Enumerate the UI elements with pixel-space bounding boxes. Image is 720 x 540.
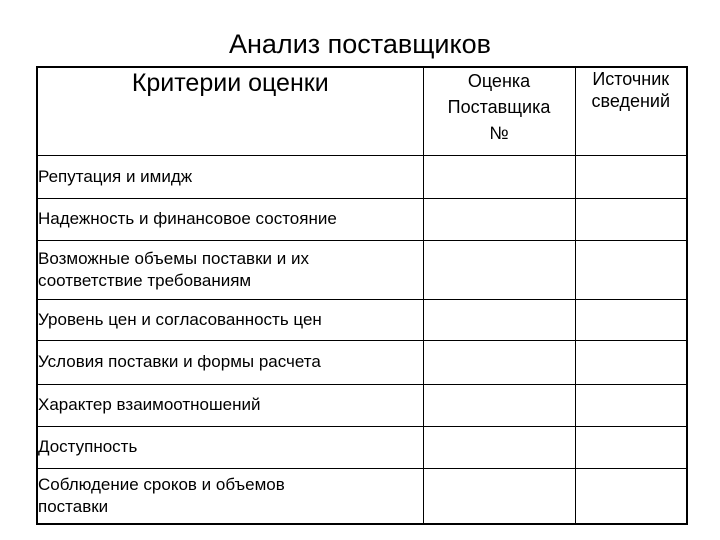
criterion-text: Доступность [38, 437, 138, 456]
table-row [37, 198, 687, 240]
header-score-line: Оценка [467, 71, 531, 91]
criterion-text: Условия поставки и формы расчета [38, 352, 321, 371]
table-row [37, 426, 687, 468]
source-cell [575, 299, 687, 340]
criterion-text: Соблюдение сроков и объемов [38, 474, 285, 494]
criterion-text: Надежность и финансовое состояние [38, 209, 337, 228]
criterion-cell [37, 198, 423, 240]
score-cell [423, 340, 575, 384]
header-source-line: сведений [591, 91, 671, 111]
header-score-line: Поставщика [447, 97, 551, 117]
table-row [37, 155, 687, 198]
criterion-cell [37, 426, 423, 468]
source-cell [575, 198, 687, 240]
criterion-text: Характер взаимоотношений [38, 395, 261, 414]
source-cell [575, 426, 687, 468]
score-cell [423, 299, 575, 340]
header-source-line: Источник [592, 69, 670, 89]
page-title: Анализ поставщиков [229, 29, 491, 59]
table-row [37, 468, 687, 524]
criterion-cell [37, 468, 423, 524]
source-cell [575, 468, 687, 524]
source-cell [575, 240, 687, 299]
score-cell [423, 240, 575, 299]
criterion-cell [37, 384, 423, 426]
criterion-text: Репутация и имидж [38, 166, 193, 186]
table-row [37, 340, 687, 384]
criterion-text: поставки [38, 496, 109, 516]
header-source [575, 67, 687, 155]
table-row [37, 240, 687, 299]
source-cell [575, 340, 687, 384]
score-cell [423, 198, 575, 240]
criterion-text: соответствие требованиям [38, 270, 252, 290]
criterion-text: Уровень цен и согласованность цен [38, 309, 322, 329]
criterion-cell [37, 155, 423, 198]
header-score [423, 67, 575, 155]
header-score-line: № [489, 123, 509, 143]
supplier-criteria-table [36, 66, 688, 525]
criterion-cell [37, 240, 423, 299]
header-criteria: Критерии оценки [37, 67, 423, 155]
table-row [37, 299, 687, 340]
score-cell [423, 426, 575, 468]
source-cell [575, 384, 687, 426]
score-cell [423, 155, 575, 198]
criterion-text: Возможные объемы поставки и их [38, 248, 309, 268]
score-cell [423, 384, 575, 426]
table-header-row [37, 67, 687, 155]
score-cell [423, 468, 575, 524]
criterion-cell [37, 299, 423, 340]
source-cell [575, 155, 687, 198]
criterion-cell [37, 340, 423, 384]
table-row [37, 384, 687, 426]
